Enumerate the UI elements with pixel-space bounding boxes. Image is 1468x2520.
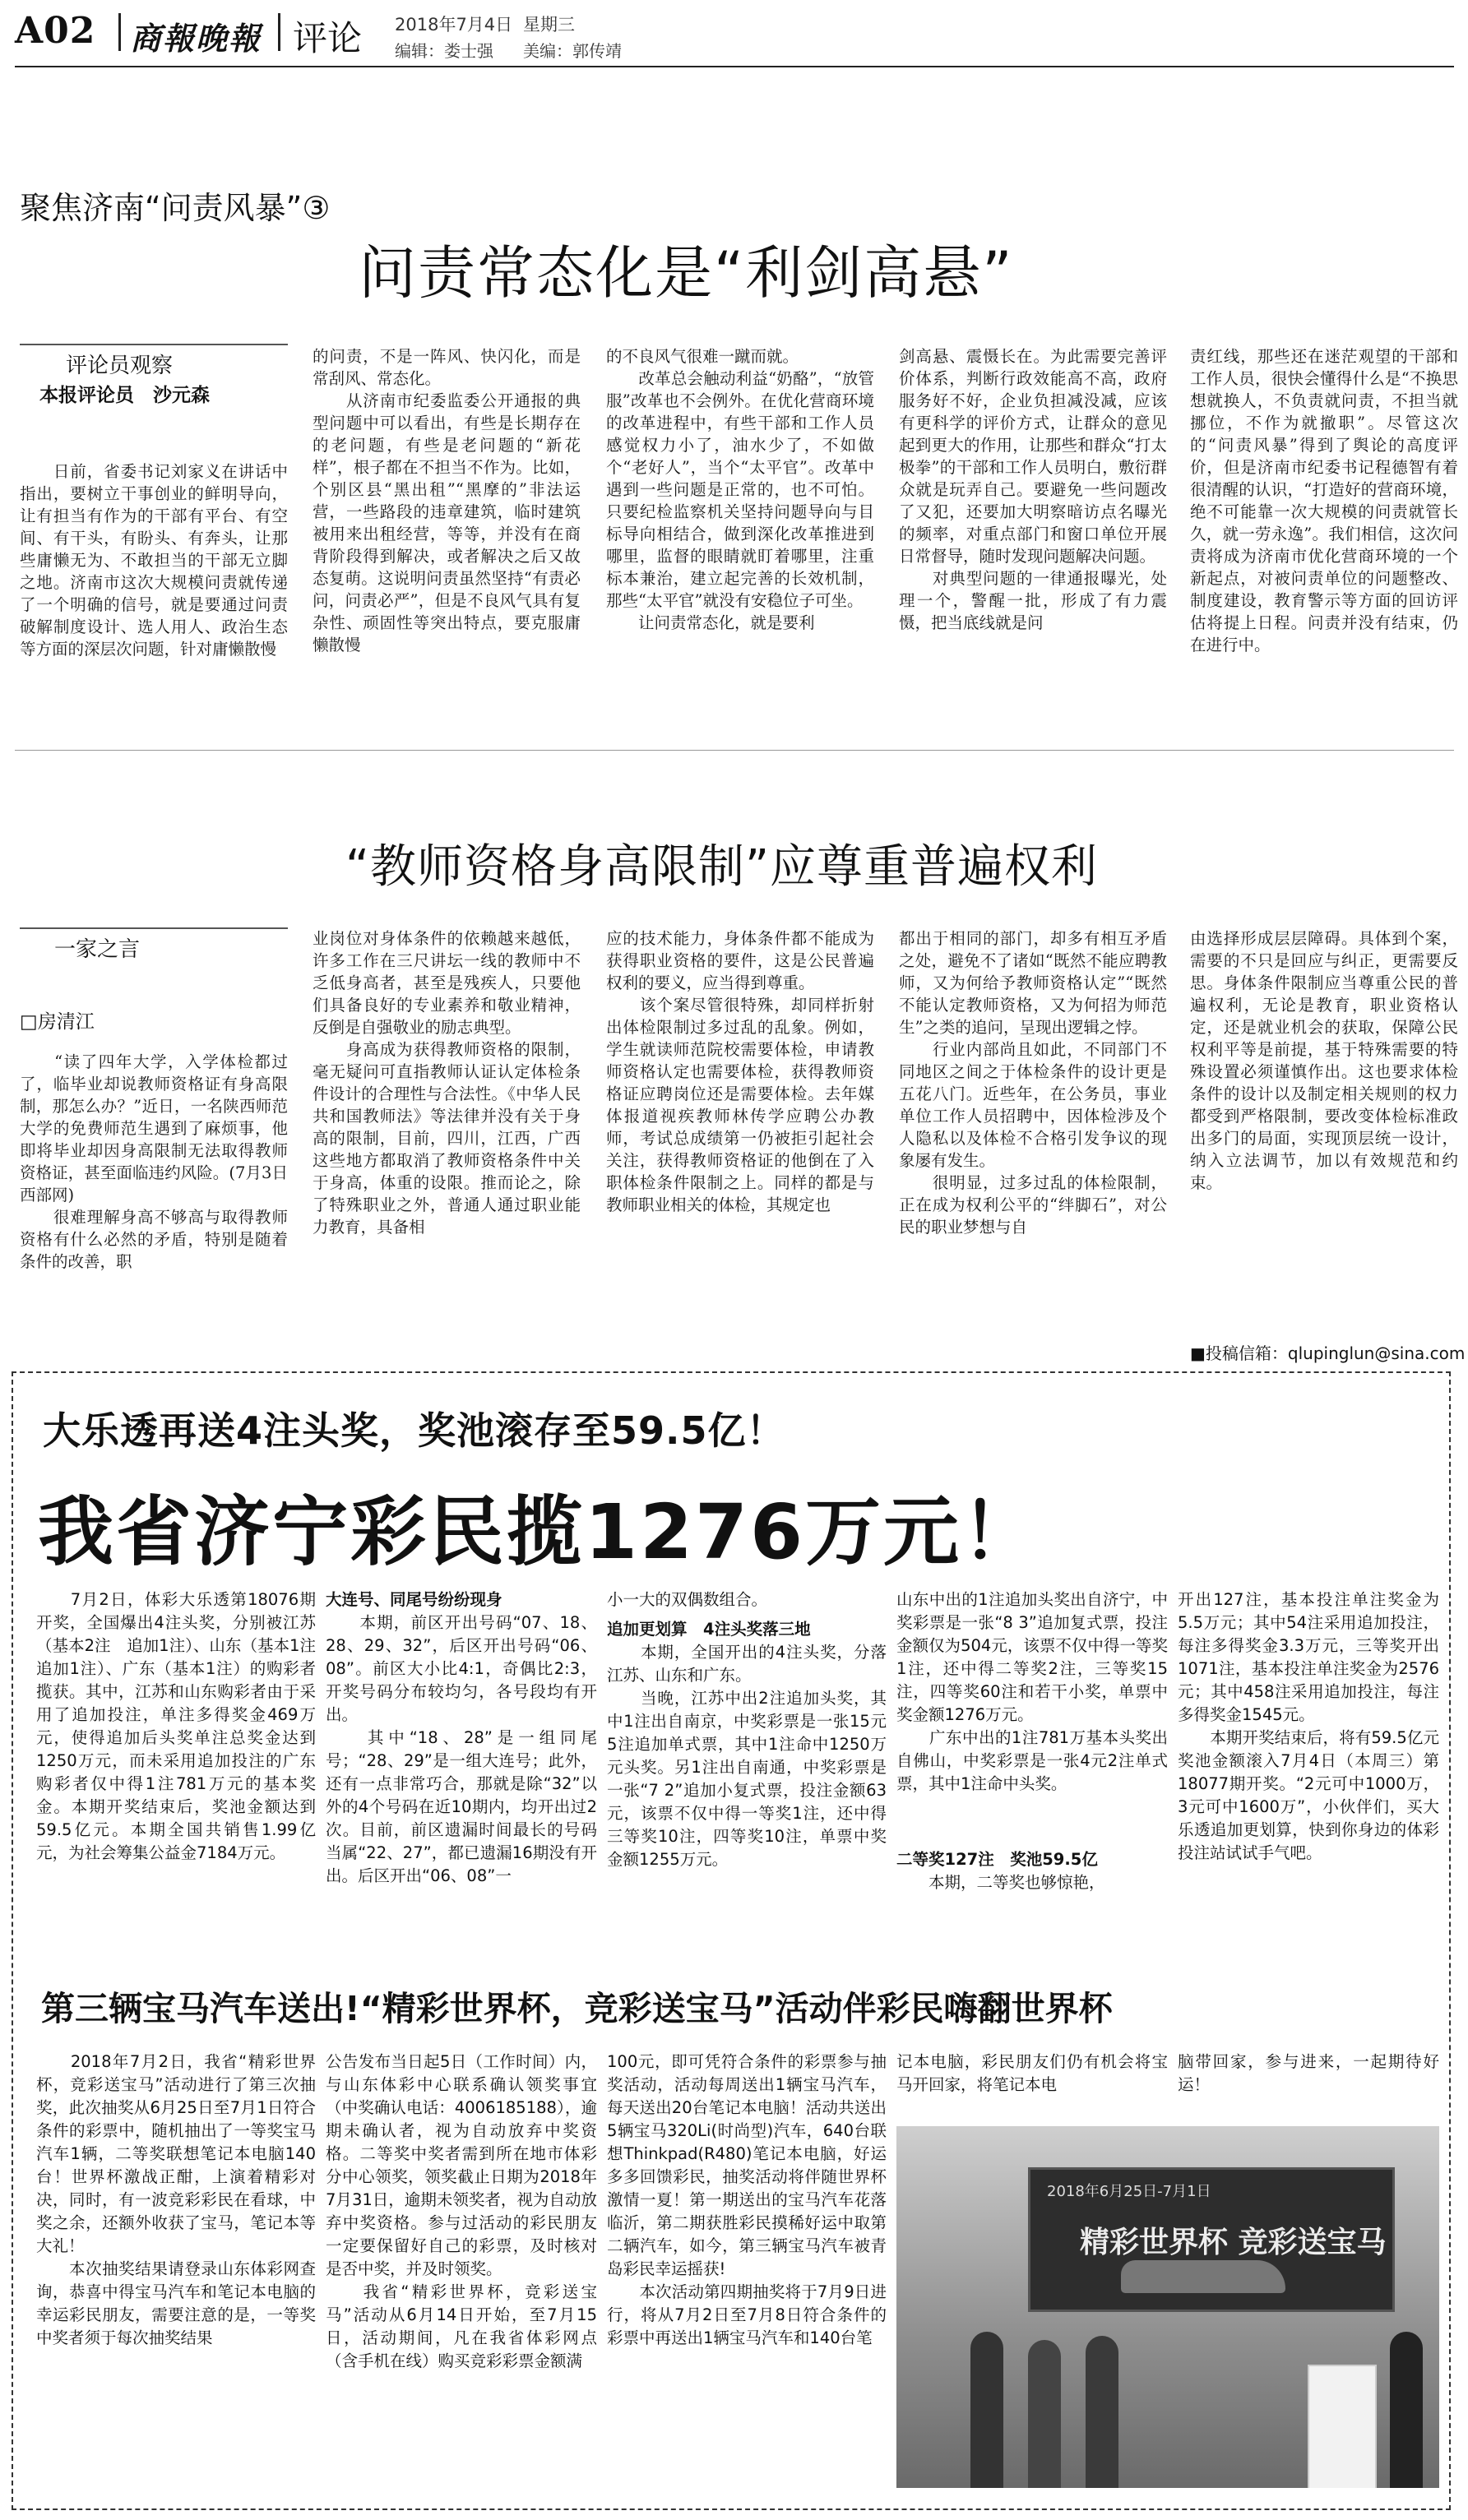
page-number: A02 (15, 10, 96, 52)
car-shape (1121, 2260, 1285, 2293)
article1-col-1: 日前，省委书记刘家义在讲话中指出，要树立干事创业的鲜明导向，让有担当有作为的干部有平台、有空间、有干头，有盼头、有奔头，让那些庸懒无为、不敢担当的干部无立脚之地。济南市这次大规模问责就传递了一个明确的信号，就是要通过问责破解制度设计、选人用人、政治生态等方面的深层次问题，针对庸懒散慢 (20, 462, 288, 659)
article2-col-4: 都出于相同的部门，却多有相互矛盾之处，避免不了诸如“既然不能应聘教师，又为何给予教师资格认定”“既然不能认定教师资格，又为何招为师范生”之类的追问，呈现出逻辑之悖。 行业内部尚且如此，不同部门不同地区之间之于体检条件的设计更是五花八门。近些年，在公务员，事业单位工作人员招聘中，因体检涉及个人隐私以及体检不合格引发争议的现象屡有发生。 很明显，过多过乱的体检限制，正在成为权利公平的“绊脚石”，对公民的职业梦想与自 (899, 929, 1167, 1237)
article1-col-5: 责红线，那些还在迷茫观望的干部和工作人员，很快会懂得什么是“不换思想就换人，不负责就问责，不担当就挪位，不作为就撤职”。尽管这次的“问责风暴”得到了舆论的高度评价，但是济南市纪委书记程德智有着很清醒的认识，“打造好的营商环境，绝不可能靠一次大规模的问责就管长久，就一劳永逸”。我们相信，这次问责将成为济南市优化营商环境的一个新起点，对被问责单位的问题整改、制度建设，教育警示等方面的回访评估将提上日程。问责并没有结束，仍在进行中。 (1190, 347, 1458, 654)
lottery-headline: 我省济宁彩民揽1276万元！ (38, 1488, 1040, 1576)
submission-email: ■投稿信箱：qlupinglun@sina.com (1190, 1343, 1466, 1363)
lottery-col4-post: 本期，二等奖也够惊艳， (896, 1873, 1105, 1892)
lottery-col2-body: 本期，前区开出号码“07、18、28、29、32”，后区开出号码“06、08”。前区大小比4:1，奇偶比2:3，开奖号码分布较均匀，各号段均有开出。 其中“18、28”是一组同尾号；“28、29”是一组大连号；此外，还有一点非常巧合，那就是除“32”以外的4个号码在近10期内，均开出过2次。目前，前区遗漏时间最长的号码当属“22、27”，都已遗漏16期没有开出。后区开出“06、08”一 (326, 1613, 597, 1885)
lottery-col4-body: 山东中出的1注追加头奖出自济宁，中奖彩票是一张“8 3”追加复式票，投注金额仅为504元，该票不仅中得一等奖1注，还中得二等奖2注，三等奖15注，四等奖60注和若干小奖，单票中奖金额1276万元。 广东中出的1注781万基本头奖出自佛山，中奖彩票是一张4元2注单式票，其中1注命中头奖。 (896, 1590, 1168, 1793)
designer-credit: 美编：郭传靖 (523, 41, 622, 61)
article2-column-label-box (20, 927, 288, 965)
photo-person (1390, 2332, 1423, 2488)
section-title: 评论 (293, 18, 363, 58)
article2-col-5: 由选择形成层层障碍。具体到个案，需要的不只是回应与纠正，更需要反思。身体条件限制应当尊重公民的普遍权利，无论是教育，职业资格认定，还是就业机会的获取，保障公民权利平等是前提，基于特殊需要的特殊设置必须谨慎作出。这也要求体检条件的设计以及制定相关规则的权力都受到严格限制，要改变体检标准政出多门的局面，实现顶层统一设计，纳入立法调节，加以有效规范和约束。 (1190, 929, 1458, 1192)
column-label: 一家之言 (54, 937, 141, 962)
lottery-b-col-5: 脑带回家，参与进来，一起期待好运！ (1178, 2052, 1439, 2094)
lottery-col-4 (896, 1588, 1168, 1942)
photo-person (970, 2332, 1003, 2488)
lottery-subhead: 大乐透再送4注头奖，奖池滚存至59.5亿！ (43, 1408, 785, 1453)
article1-col-3: 的不良风气很难一蹴而就。 改革总会触动利益“奶酪”，“放管服”改革也不会例外。在优化营商环境的改革进程中，有些干部和工作人员感觉权力小了，油水少了，不如做个“老好人”，当个“太平官”。改革中遇到一些问题是正常的，也不可怕。只要纪检监察机关坚持问题导向与目标导向相结合，做到深化改革推进到哪里，监督的眼睛就盯着哪里，注重标本兼治，建立起完善的长效机制，那些“太平官”就没有安稳位子可坐。 让问责常态化，就是要利 (606, 347, 874, 632)
article1-headline: 问责常态化是“利剑高悬” (359, 239, 1014, 307)
lottery-b-col-2: 公告发布当日起5日（工作时间）内，与山东体彩中心联系确认领奖事宜（中奖确认电话：4006185188），逾期未确认者，视为自动放弃中奖资格。二等奖中奖者需到所在地市体彩分中心领奖，领奖截止日期为2018年7月31日，逾期未领奖者，视为自动放弃中奖资格。参与过活动的彩民朋友一定要保留好自己的彩票，及时核对是否中奖，并及时领奖。 我省“精彩世界杯，竞彩送宝马”活动从6月14日开始，至7月15日，活动期间，凡在我省体彩网点（含手机在线）购买竞彩彩票金额满 (326, 2052, 597, 2370)
column-label: 评论员观察 (66, 354, 174, 378)
article2-headline: “教师资格身高限制”应尊重普遍权利 (345, 840, 1099, 894)
issue-date: 2018年7月4日 (395, 15, 513, 35)
section-rule (15, 750, 1454, 751)
article2-col-2: 业岗位对身体条件的依赖越来越低，许多工作在三尺讲坛一线的教师中不乏低身高者，甚至是残疾人，只要他们具备良好的专业素养和敬业精神，反倒是自强敬业的励志典型。 身高成为获得教师资格的限制，毫无疑问可直指教师认证认定体检条件设计的合理性与合法性。《中华人民共和国教师法》等法律并没有关于身高的限制，目前，四川，江西，广西这些地方都取消了教师资格条件中关于身高，体重的设限。推而论之，除了特殊职业之外，普通人通过职业能力教育，具备相 (313, 929, 581, 1237)
lottery-col3-lead: 小一大的双偶数组合。 (607, 1590, 768, 1609)
lottery-col-3 (607, 1588, 887, 1942)
issue-weekday: 星期三 (523, 15, 575, 35)
lottery-col-2 (326, 1588, 597, 1942)
article1-col-2: 的问责，不是一阵风、快闪化，而是常刮风、常态化。 从济南市纪委监委公开通报的典型问题中可以看出，有些是长期存在的老问题，有些是老问题的“新花样”，根子都在不担当不作为。比如，个别区县“黑出租”“黑摩的”非法运营，一些路段的违章建筑，临时建筑被用来出租经营，等等，并没有在商背阶段得到解决，或者解决之后又故态复萌。这说明问责虽然坚持“有责必问，问责必严”，但是不良风气具有复杂性、顽固性等突出特点，要克服庸懒散慢 (313, 347, 581, 654)
article2-col-1: “读了四年大学，入学体检都过了，临毕业却说教师资格证有身高限制，那怎么办？”近日，一名陕西师范大学的免费师范生遇到了麻烦事，他即将毕业却因身高限制无法取得教师资格证，甚至面临违约风险。(7月3日西部网) 很难理解身高不够高与取得教师资格有什么必然的矛盾，特别是随着条件的改善，职 (20, 1052, 288, 1271)
photo-screen-banner: 精彩世界杯 竞彩送宝马 (1080, 2226, 1387, 2259)
article2-byline: □房清江 (20, 1011, 95, 1033)
photo-person (1028, 2340, 1061, 2488)
photo-stage-screen (1028, 2167, 1395, 2312)
lottery-col-1: 7月2日，体彩大乐透第18076期开奖，全国爆出4注头奖，分别被江苏（基本2注 追加1注）、山东（基本1注 追加1注）、广东（基本1注）的购彩者揽获。其中，江苏和山东购彩者由于采用了追加投注，单注多得奖金469万元，使得追加后头奖单注总奖金达到1250万元，而未采用追加投注的广东购彩者仅中得1注781万元的基本奖金。本期开奖结束后，奖池金额达到59.5亿元。本期全国共销售1.99亿元，为社会筹集公益金7184万元。 (36, 1590, 316, 1862)
photo-person (1086, 2336, 1118, 2488)
editor-credit: 编辑：娄士强 (395, 41, 493, 61)
paper-logo: 商報晚報 (130, 20, 262, 57)
masthead-rule (15, 66, 1454, 67)
event-photo (896, 2126, 1439, 2488)
article2-col-3: 应的技术能力，身体条件都不能成为获得职业资格的要件，这是公民普遍权利的要义，应当得到尊重。 该个案尽管很特殊，却同样折射出体检限制过多过乱的乱象。例如，学生就读师范院校需要体检，申请教师资格认定也需要体检，获得教师资格证应聘岗位还是需要体检。去年媒体报道视疾教师林传学应聘公办教师，考试总成绩第一仍被拒引起社会关注，获得教师资格证的他倒在了入职体检条件限制之上。同样的都是与教师职业相关的体检，其规定也 (606, 929, 874, 1214)
article1-col-4: 剑高悬、震慑长在。为此需要完善评价体系，判断行政效能高不高，政府服务好不好，企业负担减没减，应该有更科学的评价方式，让群众的意见起到更大的作用，让那些和群众“打太极拳”的干部和工作人员明白，敷衍群众就是玩弄自己。要避免一些问题改了又犯，还要加大明察暗访点名曝光的频率，对重点部门和窗口单位开展日常督导，随时发现问题解决问题。 对典型问题的一律通报曝光，处理一个，警醒一批，形成了有力震慑，把当底线就是问 (899, 347, 1167, 632)
lottery-b-col-1: 2018年7月2日，我省“精彩世界杯，竞彩送宝马”活动进行了第三次抽奖，此次抽奖从6月25日至7月1日符合条件的彩票中，随机抽出了一等奖宝马汽车1辆，二等奖联想笔记本电脑140台！世界杯激战正酣，上演着精彩对决，同时，有一波竞彩彩民在看球，中奖之余，还额外收获了宝马，笔记本等大礼！ 本次抽奖结果请登录山东体彩网查询，恭喜中得宝马汽车和笔记本电脑的幸运彩民朋友，需要注意的是，一等奖中奖者须于每次抽奖结果 (36, 2052, 316, 2347)
photo-screen-caption: 2018年6月25日-7月1日 (1047, 2183, 1211, 2200)
article1-column-label-box (20, 344, 288, 381)
lottery-col3-subtitle: 追加更划算 4注头奖落三地 (607, 1620, 811, 1639)
lottery-b-col-4: 记本电脑，彩民朋友们仍有机会将宝马开回家，将笔记本电 (896, 2052, 1168, 2094)
lottery-col3-body: 本期，全国开出的4注头奖，分落江苏、山东和广东。 当晚，江苏中出2注追加头奖，其中1注出自南京，中奖彩票是一张15元5注追加单式票，其中1注命中1250万元头奖。另1注出自南通，中奖彩票是一张“7 2”追加小复式票，投注金额63元，该票不仅中得一等奖1注，还中得三等奖10注，四等奖10注，单票中奖金额1255万元。 (607, 1643, 887, 1869)
lottery-sub2-headline: 第三辆宝马汽车送出!“精彩世界杯，竞彩送宝马”活动伴彩民嗨翻世界杯 (41, 1989, 1113, 2028)
article1-kicker: 聚焦济南“问责风暴”③ (20, 190, 331, 226)
lottery-col4-subtitle: 二等奖127注 奖池59.5亿 (896, 1850, 1098, 1869)
lottery-b-col-3: 100元，即可凭符合条件的彩票参与抽奖活动，活动每周送出1辆宝马汽车，每天送出20台笔记本电脑！活动共送出5辆宝马320Li(时尚型)汽车，640台联想Thinkpad(R480)笔记本电脑，好运多多回馈彩民，抽奖活动将伴随世界杯激情一夏！第一期送出的宝马汽车花落临沂，第二期获胜彩民摸稀好运中取第二辆汽车，如今，第三辆宝马汽车被青岛彩民幸运摇获! 本次活动第四期抽奖将于7月9日进行，将从7月2日至7月8日符合条件的彩票中再送出1辆宝马汽车和140台笔 (607, 2052, 887, 2347)
article1-byline: 本报评论员 沙元森 (39, 385, 210, 406)
masthead-divider (118, 13, 121, 51)
masthead (0, 0, 1468, 66)
lottery-col-5: 开出127注，基本投注单注奖金为5.5万元；其中54注采用追加投注，每注多得奖金3.3万元，三等奖开出1071注，基本投注单注奖金为2576元；其中458注采用追加投注，每注多得奖金1545元。 本期开奖结束后，将有59.5亿元奖池金额滚入7月4日（本周三）第18077期开奖。“2元可中1000万，3元可中1600万”，小伙伴们，买大乐透追加更划算，快到你身边的体彩投注站试试手气吧。 (1178, 1590, 1439, 1862)
lottery-col2-subtitle: 大连号、同尾号纷纷现身 (326, 1590, 502, 1609)
photo-podium (1308, 2365, 1377, 2488)
masthead-divider (278, 13, 280, 51)
